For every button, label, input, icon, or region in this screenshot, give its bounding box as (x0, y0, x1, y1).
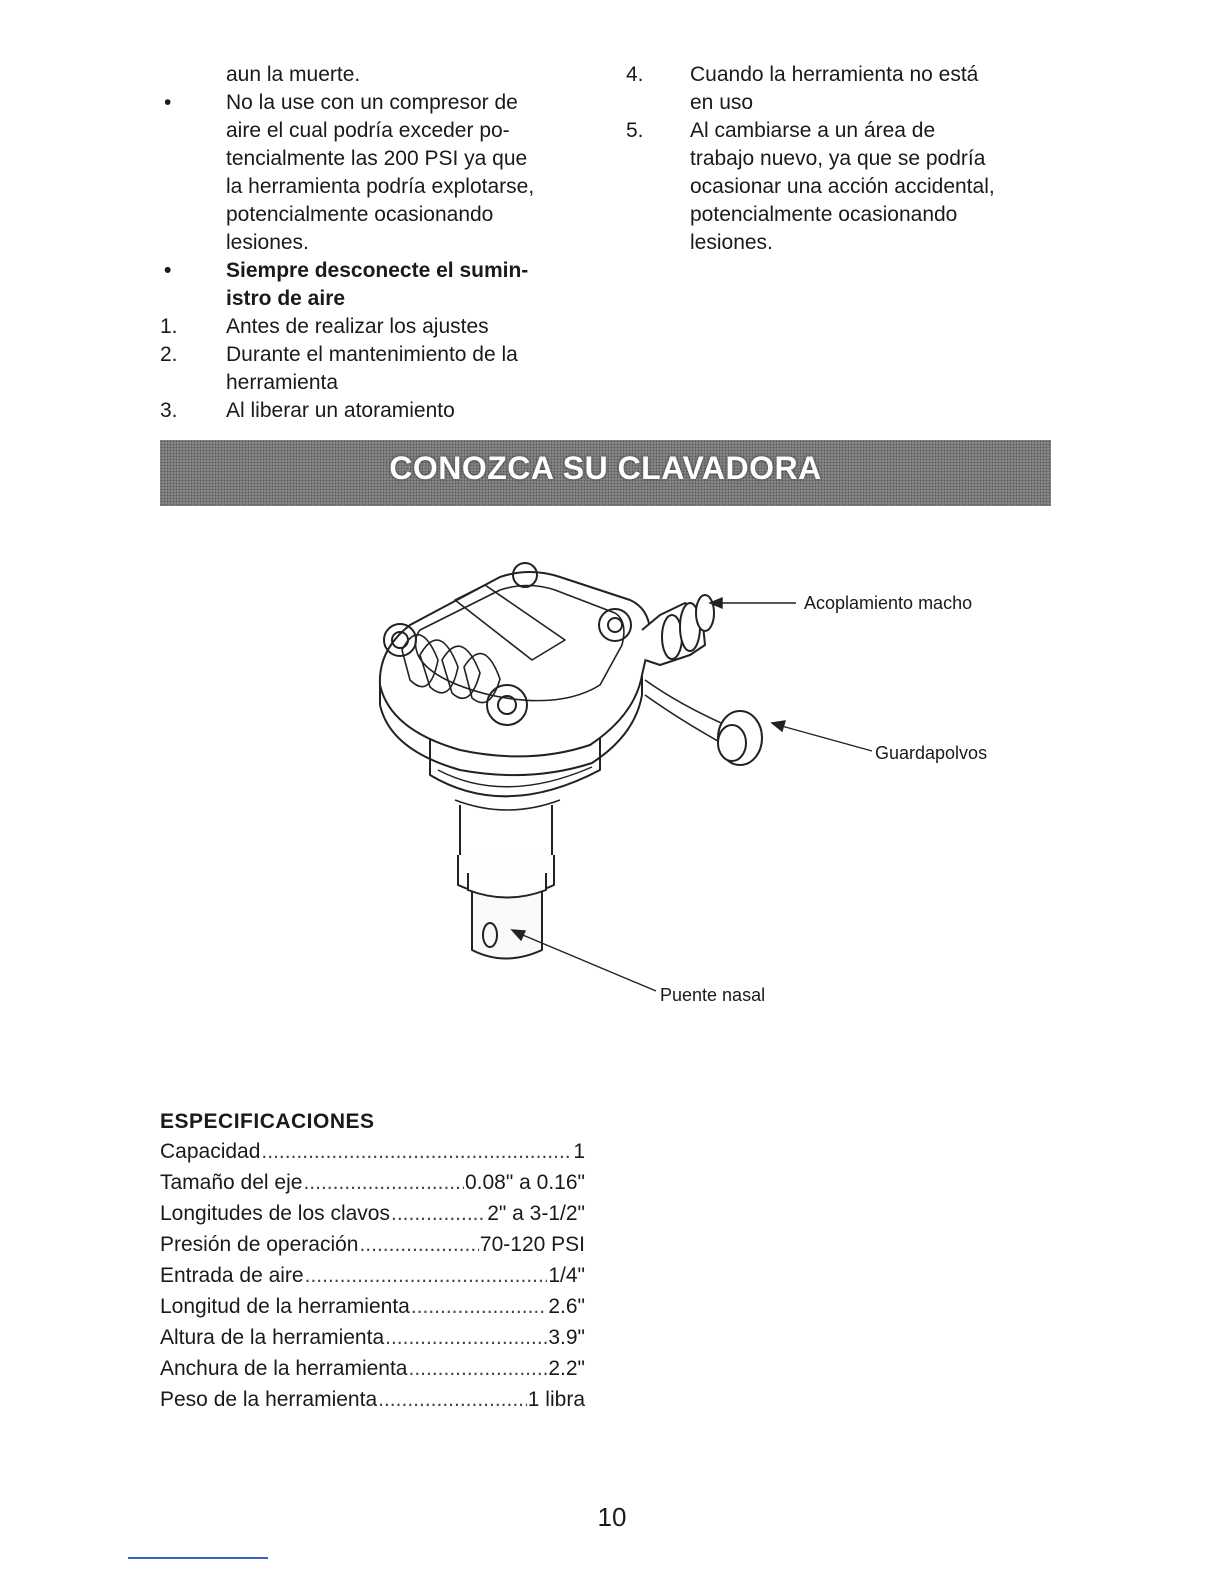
spec-label: Entrada de aire (160, 1264, 304, 1287)
spec-row (160, 1260, 585, 1291)
item-line: Al cambiarse a un área de (690, 119, 936, 142)
item-number: 3. (160, 399, 178, 422)
continued-line: aun la muerte. (226, 63, 361, 86)
item-line: en uso (690, 91, 754, 114)
section-banner (160, 440, 1051, 506)
item-line: trabajo nuevo, ya que se podría (690, 147, 986, 170)
item-line: potencialmente ocasionando (690, 203, 958, 226)
bullet-item (160, 89, 600, 257)
dot-leader (411, 1291, 548, 1322)
right-column (626, 61, 1066, 257)
callout-dust-cap: Guardapolvos (875, 743, 988, 763)
item-number: 1. (160, 315, 178, 338)
item-line: herramienta (226, 371, 339, 394)
spec-label: Longitudes de los clavos (160, 1202, 390, 1225)
footer-rule (128, 1557, 268, 1559)
dot-leader (359, 1229, 478, 1260)
item-line: lesiones. (690, 231, 773, 254)
spec-label: Anchura de la herramienta (160, 1357, 408, 1380)
item-line: Cuando la herramienta no está (690, 63, 979, 86)
dot-leader (385, 1322, 547, 1353)
item-line: ocasionar una acción accidental, (690, 175, 995, 198)
spec-value: 3.9" (548, 1326, 585, 1349)
dot-leader (303, 1167, 464, 1198)
left-column (160, 61, 600, 425)
nailer-illustration (360, 555, 1020, 1015)
bullet-line: Siempre desconecte el sumin- (226, 259, 529, 282)
spec-row (160, 1384, 585, 1415)
bullet-line: lesiones. (226, 231, 309, 254)
dot-leader (408, 1353, 547, 1384)
callout-nose: Puente nasal (660, 985, 766, 1005)
bullet-line: tencialmente las 200 PSI ya que (226, 147, 528, 170)
numbered-item (626, 61, 1066, 117)
numbered-item (160, 313, 600, 341)
spec-label: Capacidad (160, 1140, 261, 1163)
numbered-item (160, 397, 600, 425)
dot-leader (378, 1384, 527, 1415)
specifications (160, 1108, 585, 1415)
bullet-marker: • (164, 259, 172, 282)
item-number: 2. (160, 343, 178, 366)
spec-value: 1 (573, 1140, 585, 1163)
spec-row (160, 1291, 585, 1322)
item-line: Durante el mantenimiento de la (226, 343, 518, 366)
item-line: Antes de realizar los ajustes (226, 315, 489, 338)
spec-row (160, 1353, 585, 1384)
dot-leader (261, 1136, 572, 1167)
spec-label: Presión de operación (160, 1233, 359, 1256)
bullet-marker: • (164, 91, 172, 114)
spec-value: 70-120 PSI (479, 1233, 585, 1256)
spec-row (160, 1136, 585, 1167)
item-number: 5. (626, 119, 644, 142)
dot-leader (391, 1198, 486, 1229)
callout-coupler: Acoplamiento macho (804, 593, 973, 613)
dot-leader (305, 1260, 548, 1291)
spec-value: 0.08" a 0.16" (464, 1171, 585, 1194)
bullet-item-bold (160, 257, 600, 313)
item-line: Al liberar un atoramiento (226, 399, 455, 422)
spec-value: 1/4" (548, 1264, 585, 1287)
spec-value: 2.2" (548, 1357, 585, 1380)
spec-value: 2.6" (548, 1295, 585, 1318)
spec-value: 2" a 3-1/2" (487, 1202, 585, 1225)
spec-value: 1 libra (527, 1388, 585, 1411)
item-number: 4. (626, 63, 644, 86)
spec-label: Longitud de la herramienta (160, 1295, 410, 1318)
spec-row (160, 1229, 585, 1260)
bullet-line: potencialmente ocasionando (226, 203, 494, 226)
bullet-line: No la use con un compresor de (226, 91, 518, 114)
spec-row (160, 1198, 585, 1229)
spec-row (160, 1167, 585, 1198)
bullet-line: istro de aire (226, 287, 346, 310)
spec-row (160, 1322, 585, 1353)
bullet-line: la herramienta podría explotarse, (226, 175, 535, 198)
spec-label: Tamaño del eje (160, 1171, 303, 1194)
nailer-figure (360, 555, 1020, 1015)
numbered-item (626, 117, 1066, 257)
spec-label: Altura de la herramienta (160, 1326, 385, 1349)
specs-title: ESPECIFICACIONES (160, 1110, 375, 1133)
page-number: 10 (597, 1502, 627, 1532)
spec-label: Peso de la herramienta (160, 1388, 378, 1411)
numbered-item (160, 341, 600, 397)
section-title: CONOZCA SU CLAVADORA (389, 450, 822, 486)
bullet-line: aire el cual podría exceder po- (226, 119, 510, 142)
